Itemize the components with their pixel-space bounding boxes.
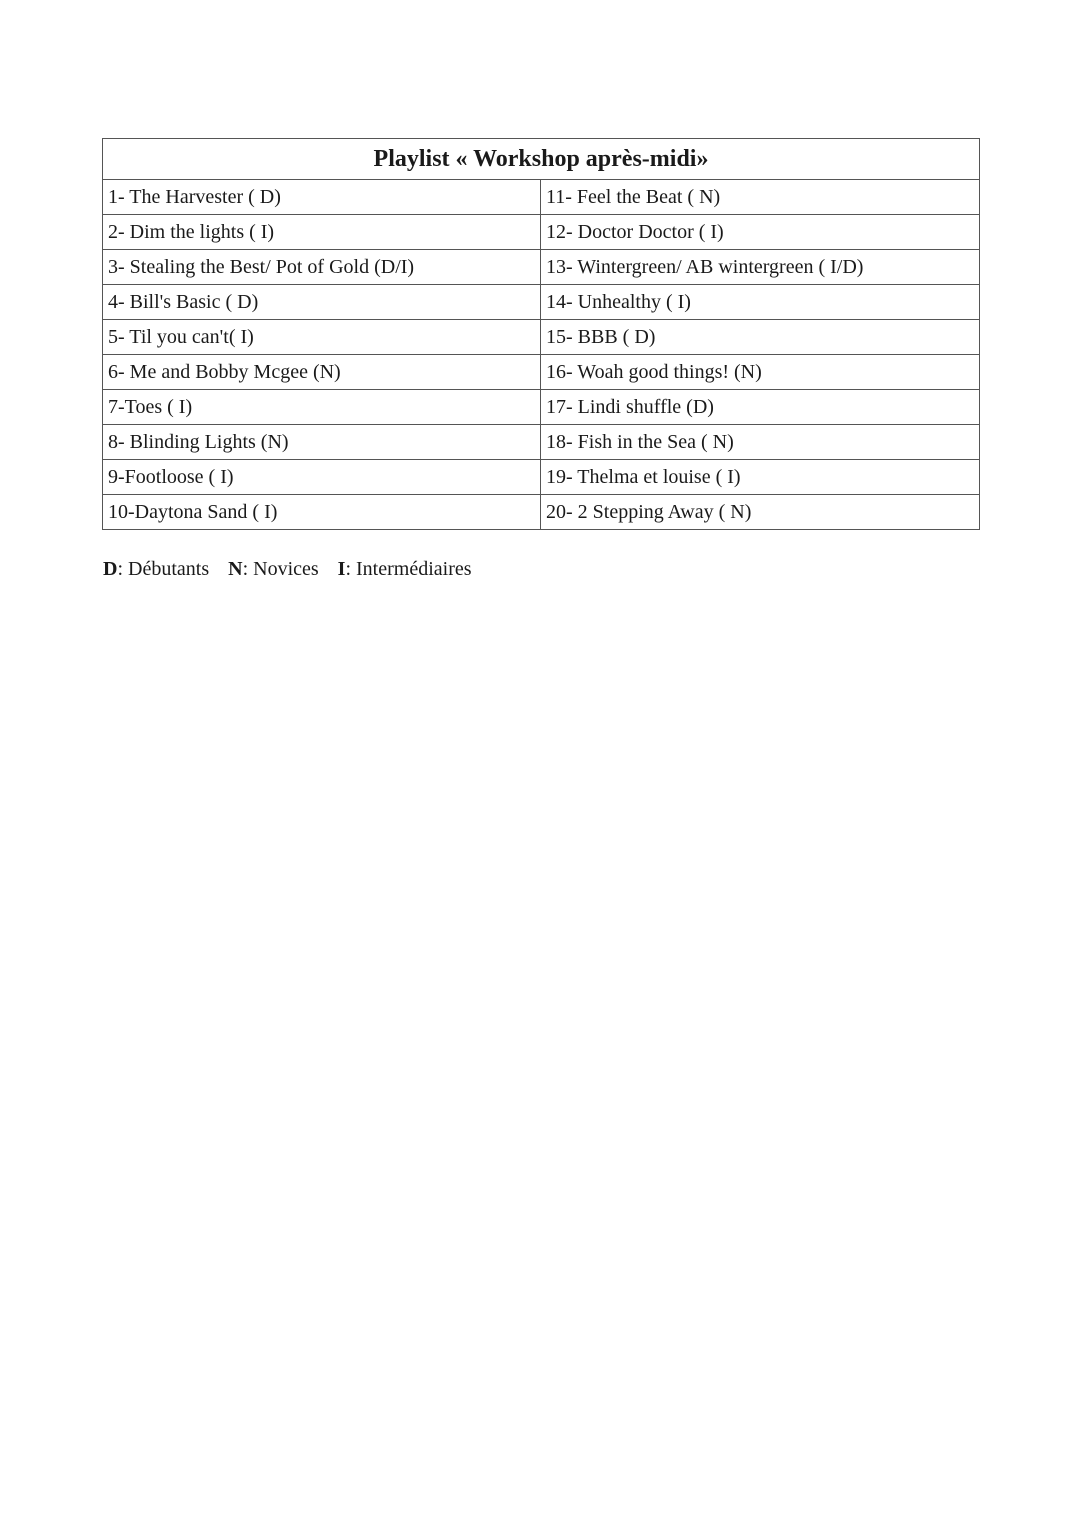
song-cell: 3- Stealing the Best/ Pot of Gold (D/I)	[103, 250, 541, 285]
playlist-title: Playlist « Workshop après-midi»	[103, 139, 980, 180]
song-cell: 4- Bill's Basic ( D)	[103, 285, 541, 320]
legend-item-novices	[228, 558, 319, 581]
song-cell: 9-Footloose ( I)	[103, 460, 541, 495]
song-cell: 18- Fish in the Sea ( N)	[541, 425, 980, 460]
song-cell: 13- Wintergreen/ AB wintergreen ( I/D)	[541, 250, 980, 285]
table-row	[103, 285, 980, 320]
song-cell: 20- 2 Stepping Away ( N)	[541, 495, 980, 530]
legend-key: D	[103, 558, 118, 580]
table-row	[103, 495, 980, 530]
song-cell: 19- Thelma et louise ( I)	[541, 460, 980, 495]
song-cell: 6- Me and Bobby Mcgee (N)	[103, 355, 541, 390]
legend-item-intermediaires	[338, 558, 472, 581]
playlist-table	[102, 138, 980, 530]
legend-key: I	[337, 558, 346, 580]
legend-key: N	[228, 558, 243, 580]
song-cell: 12- Doctor Doctor ( I)	[541, 215, 980, 250]
song-cell: 1- The Harvester ( D)	[103, 180, 541, 215]
table-row	[103, 425, 980, 460]
legend-label: : Novices	[242, 558, 319, 580]
song-cell: 7-Toes ( I)	[103, 390, 541, 425]
song-cell: 14- Unhealthy ( I)	[541, 285, 980, 320]
song-cell: 15- BBB ( D)	[541, 320, 980, 355]
table-row	[103, 320, 980, 355]
song-cell: 11- Feel the Beat ( N)	[541, 180, 980, 215]
legend-item-debutants	[103, 558, 209, 581]
song-cell: 2- Dim the lights ( I)	[103, 215, 541, 250]
song-cell: 8- Blinding Lights (N)	[103, 425, 541, 460]
song-cell: 17- Lindi shuffle (D)	[541, 390, 980, 425]
table-row	[103, 180, 980, 215]
song-cell: 5- Til you can't( I)	[103, 320, 541, 355]
table-row	[103, 390, 980, 425]
legend-label: : Débutants	[117, 558, 210, 580]
level-legend	[103, 558, 486, 581]
table-row	[103, 250, 980, 285]
song-cell: 10-Daytona Sand ( I)	[103, 495, 541, 530]
song-cell: 16- Woah good things! (N)	[541, 355, 980, 390]
table-row	[103, 460, 980, 495]
legend-label: : Intermédiaires	[345, 558, 472, 580]
table-row	[103, 355, 980, 390]
table-row	[103, 215, 980, 250]
table-header-row	[103, 139, 980, 180]
